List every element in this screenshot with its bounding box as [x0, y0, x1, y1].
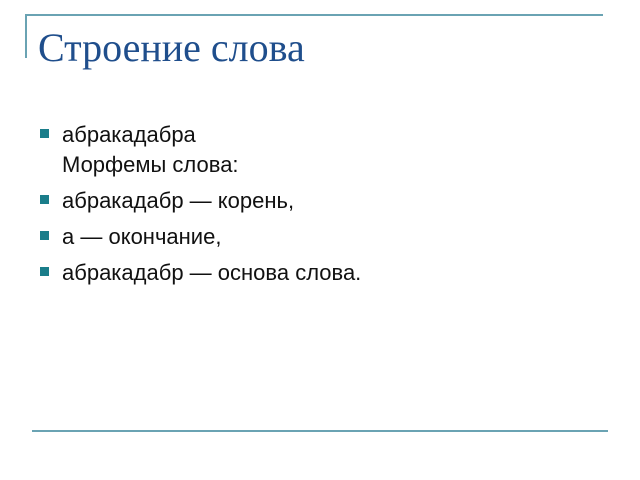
bullet-text-continuation: Морфемы слова:: [62, 152, 239, 177]
bullet-item: [40, 258, 600, 288]
bullet-item: [40, 186, 600, 216]
bottom-horizontal-rule: [32, 430, 608, 432]
top-vertical-rule: [25, 14, 27, 58]
top-horizontal-rule: [25, 14, 603, 16]
bullet-text: абракадабра: [62, 122, 196, 147]
square-bullet-icon: [40, 129, 49, 138]
square-bullet-icon: [40, 231, 49, 240]
bullet-list: [40, 120, 600, 294]
square-bullet-icon: [40, 267, 49, 276]
slide-title: Строение слова: [38, 25, 305, 70]
square-bullet-icon: [40, 195, 49, 204]
bullet-text: абракадабр — основа слова.: [62, 260, 362, 285]
bullet-text: абракадабр — корень,: [62, 188, 295, 213]
bullet-item: [40, 120, 600, 180]
bullet-text: а — окончание,: [62, 224, 222, 249]
bullet-item: [40, 222, 600, 252]
